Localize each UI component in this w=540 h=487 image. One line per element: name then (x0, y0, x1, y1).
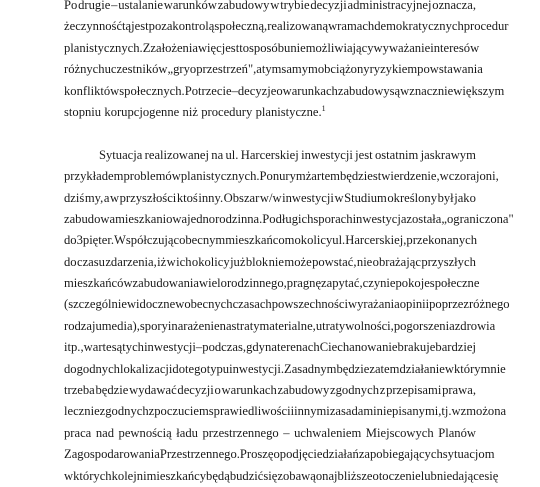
paragraph-1-line: stopniu korupcjogenne niż procedury planistyczne.$^1$ (64, 103, 326, 119)
paragraph-2-line: przykładem problemów planistycznych. Ponurym żartem będzie stwierdzenie, wczoraj oni, (64, 169, 499, 184)
paragraph-2-line: w których kolejni mieszkańcy będą budzić się z obawą o najbliższe otoczenie lub niedające się (64, 468, 499, 483)
paragraph-1-line: planistycznych. Z założenia więc jest to sposób uniemożliwiający wyważanie interesów (64, 40, 480, 55)
paragraph-2-line: Sytuacja realizowanej na ul. Harcerskiej inwestycji jest ostatnim jaskrawym (99, 147, 476, 162)
paragraph-2-line: do 3 pięter. Współczując obecnym mieszkańcom okolicy ul. Harcerskiej, przekonanych (64, 233, 478, 248)
paragraph-1-line: Po drugie – ustalanie warunków zabudowy w trybie decyzji administracyjnej oznacza, (64, 0, 476, 12)
paragraph-2-line: lecz niezgodnych z poczuciem sprawiedliwości i innymi zasadami niepisanymi, tj. wzmożona (64, 404, 507, 419)
paragraph-2-line: praca nad pewnością ładu przestrzennego – uchwaleniem Miejscowych Planów (64, 425, 476, 440)
paragraph-2-line: trzeba będzie wydawać decyzji o warunkach zabudowy zgodnych z przepisami prawa, (64, 383, 476, 398)
paragraph-1-line: że czynność tą jest poza kontrolą społeczną, realizowaną w ramach demokratycznych procedur (64, 19, 509, 34)
paragraph-1-line: konfliktów społecznych. Po trzecie – decyzje o warunkach zabudowy są w znacznie większym (64, 83, 505, 98)
footnote-marker[interactable]: 1 (321, 103, 326, 113)
document-body (64, 0, 514, 487)
paragraph-2-line: rodzaju media), spory i narażenie na straty materialne, utraty wolności, pogorszenia zdrowia (64, 318, 496, 333)
paragraph-2-line: dogodnych lokalizacji do tego typu inwestycji. Zasadnym będzie zatem działanie w którym nie (64, 361, 506, 376)
paragraph-2-line: dziś my, a w przyszłości ktoś inny. Obszar w/w inwestycji w Studium określony był jako (64, 190, 476, 205)
paragraph-2-line: itp., warte są tych inwestycji – podczas, gdy na terenach Ciechanowa nie brakuje bardziej (64, 340, 476, 355)
paragraph-1-line: różnych uczestników „gry o przestrzeń", a tym samym obciążony ryzykiem powstawania (64, 62, 483, 77)
paragraph-2-line: zabudowa mieszkaniowa jednorodzinna. Po długich sporach inwestycja została „ograniczona" (64, 211, 514, 226)
paragraph-2-line: mieszkańców zabudowania wielorodzinnego, pragnę zapytać, czy niepokoje społeczne (64, 276, 480, 291)
paragraph-2-line: Zagospodarowania Przestrzennego. Proszę o podjęcie działań zapobiegających sytuacjom (64, 447, 495, 462)
paragraph-2-line: do czasu zdarzenia, iż w ich okolicy już blok nie może powstać, nie obrażając przyszłych (64, 254, 476, 269)
paragraph-2-line: (szczególnie widoczne w obecnych czasach powszechności wyrażania opinii poprzez różnego (64, 297, 510, 312)
